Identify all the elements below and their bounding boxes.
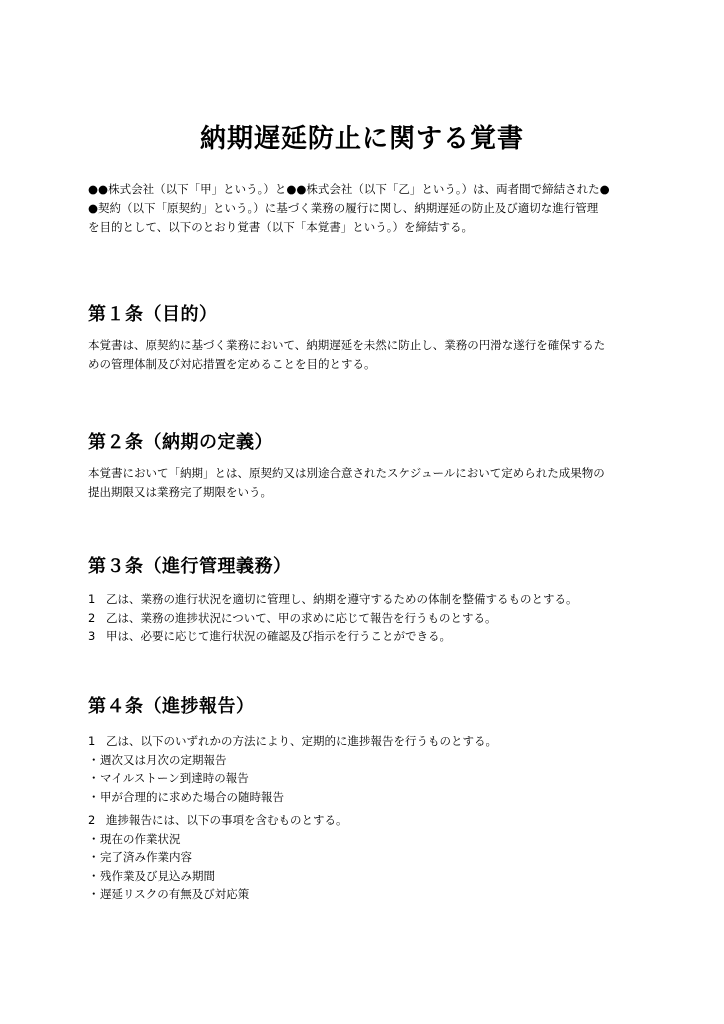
article-2-line: 本覚書において「納期」とは、原契約又は別途合意されたスケジュールにおいて定められた成果物の [88, 466, 605, 480]
bullet-item [88, 830, 668, 849]
article-1-line: めの管理体制及び対応措置を定めることを目的とする。 [88, 357, 376, 371]
bullet-item [88, 751, 668, 770]
bullet-item [88, 848, 668, 867]
article-4-heading: 第４条（進捗報告） [88, 696, 255, 717]
bullet-text: 残作業及び見込み期間 [100, 868, 215, 883]
bullet-text: 完了済み作業内容 [100, 850, 192, 864]
bullet-text: マイルストーン到達時の報告 [100, 771, 249, 785]
article-1-line: 本覚書は、原契約に基づく業務において、納期遅延を未然に防止し、業務の円滑な遂行を確保するた [88, 338, 606, 352]
bullet-mark: ・ [88, 789, 100, 804]
article-3-list [88, 590, 668, 646]
document-title: 納期遅延防止に関する覚書 [199, 124, 524, 154]
bullet-item [88, 867, 668, 886]
list-item [88, 609, 668, 628]
bullet-text: 遅延リスクの有無及び対応策 [100, 887, 250, 901]
bullet-item [88, 885, 668, 904]
article-3-heading: 第３条（進行管理義務） [88, 556, 292, 577]
bullet-mark: ・ [88, 868, 100, 883]
list-item [88, 811, 668, 830]
bullet-mark: ・ [88, 887, 100, 901]
bullet-mark: ・ [88, 771, 100, 785]
item-text: 進捗報告には、以下の事項を含むものとする。 [106, 813, 348, 827]
item-text: 甲は、必要に応じて進行状況の確認及び指示を行うことができる。 [106, 629, 451, 643]
article-1-heading: 第１条（目的） [88, 304, 218, 325]
preamble-line: ●契約（以下「原契約」という。）に基づく業務の履行に関し、納期遅延の防止及び適切な進行管理 [88, 201, 599, 215]
bullet-text: 現在の作業状況 [100, 831, 181, 846]
list-item [88, 732, 668, 751]
article-2-body [88, 464, 648, 502]
article-4-list-1 [88, 732, 668, 806]
item-number: 1 [88, 734, 96, 748]
bullet-mark: ・ [88, 831, 100, 846]
bullet-mark: ・ [88, 752, 100, 767]
bullet-text: 甲が合理的に求めた場合の随時報告 [100, 789, 284, 804]
article-1-body [88, 336, 648, 374]
preamble-line: ●●株式会社（以下「甲」という。）と●●株式会社（以下「乙」という。）は、両者間で締結された● [88, 182, 610, 196]
item-number: 2 [88, 610, 96, 625]
bullet-text: 週次又は月次の定期報告 [100, 752, 227, 767]
bullet-item [88, 769, 668, 788]
item-number: 1 [88, 592, 96, 606]
bullet-item [88, 788, 668, 807]
item-text: 乙は、業務の進捗状況について、甲の求めに応じて報告を行うものとする。 [106, 610, 497, 625]
item-number: 2 [88, 813, 96, 827]
article-2-line: 提出期限又は業務完了期限をいう。 [88, 485, 272, 499]
list-item [88, 590, 668, 609]
bullet-mark: ・ [88, 850, 100, 864]
item-text: 乙は、以下のいずれかの方法により、定期的に進捗報告を行うものとする。 [106, 734, 497, 748]
item-text: 乙は、業務の進行状況を適切に管理し、納期を遵守するための体制を整備するものとする。 [106, 592, 578, 606]
list-item [88, 627, 668, 646]
article-2-heading: 第２条（納期の定義） [88, 432, 273, 453]
preamble-line: を目的として、以下のとおり覚書（以下「本覚書」という。）を締結する。 [88, 220, 474, 234]
article-4-list-2 [88, 811, 668, 904]
preamble [88, 180, 648, 237]
item-number: 3 [88, 629, 96, 643]
